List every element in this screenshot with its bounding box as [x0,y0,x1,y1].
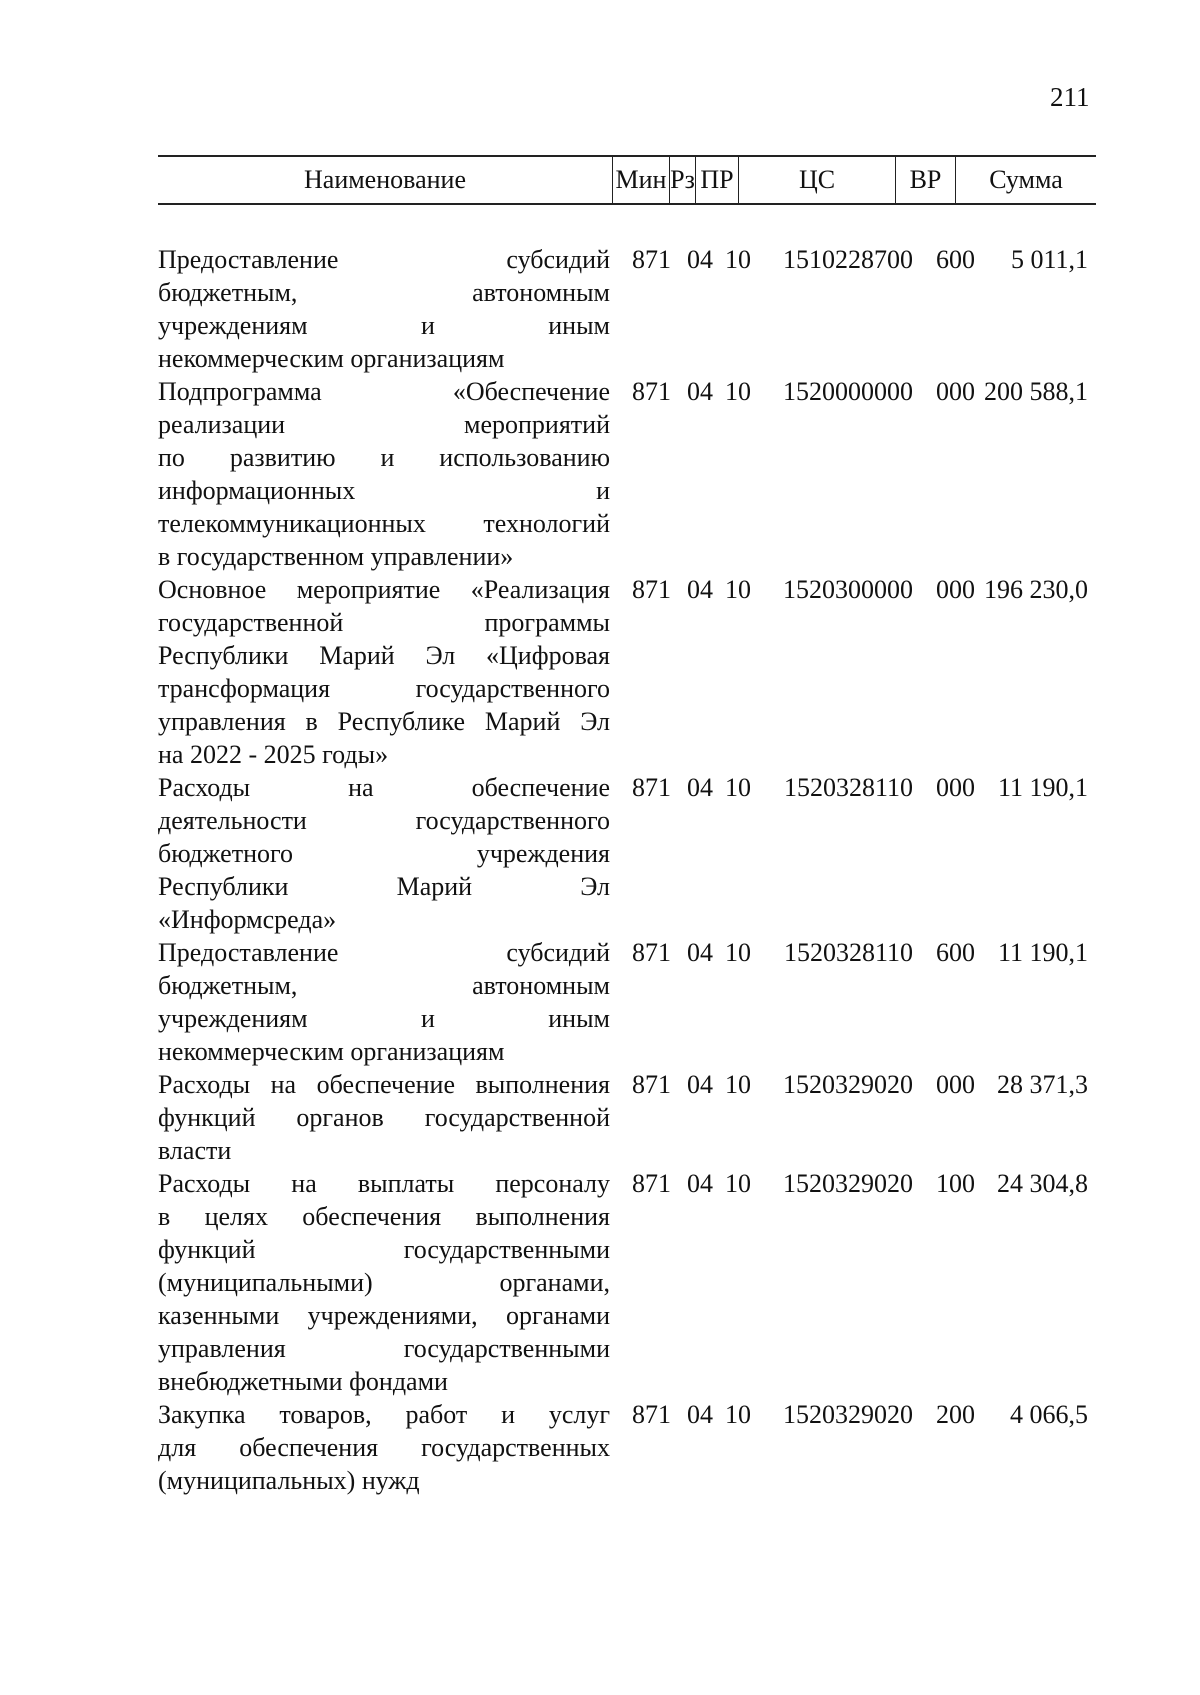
row-rz: 04 [687,773,713,802]
row-name-line: государственной программы [158,608,610,637]
row-vr: 600 [936,245,975,274]
row-rz: 04 [687,377,713,406]
row-min: 871 [632,1169,671,1198]
row-rz: 04 [687,575,713,604]
row-min: 871 [632,773,671,802]
row-sum: 5 011,1 [1010,245,1088,274]
row-cs: 1520329020 [783,1400,913,1429]
row-name-line: телекоммуникационных технологий [158,509,610,538]
row-name-line: в государственном управлении» [158,542,514,571]
row-name [158,1068,610,1167]
table-header [158,155,1096,205]
row-name-line: (муниципальных) нужд [158,1466,420,1495]
row-vr: 600 [936,938,975,967]
table-row [158,1167,1096,1398]
row-vr: 000 [936,1070,975,1099]
row-cs: 1520328110 [783,938,913,967]
row-pr: 10 [725,773,751,802]
row-name-line: функций государственными [158,1235,610,1264]
row-name-line: реализации мероприятий [158,410,610,439]
row-cs: 1520329020 [783,1070,913,1099]
header-cs: ЦС [739,157,896,203]
row-name-line: Расходы на обеспечение [158,773,610,802]
row-name-line: некоммерческим организациям [158,344,505,373]
row-pr: 10 [725,1169,751,1198]
row-sum: 11 190,1 [997,938,1088,967]
row-name [158,1398,610,1497]
row-name-line: трансформация государственного [158,674,610,703]
row-cs: 1520328110 [783,773,913,802]
row-name-line: Расходы на обеспечение выполнения [158,1070,610,1099]
row-name-line: власти [158,1136,232,1165]
row-name-line: на 2022 - 2025 годы» [158,740,389,769]
row-vr: 000 [936,377,975,406]
row-pr: 10 [725,1400,751,1429]
row-vr: 000 [936,575,975,604]
row-name-line: Закупка товаров, работ и услуг [158,1400,610,1429]
row-rz: 04 [687,1070,713,1099]
row-pr: 10 [725,575,751,604]
row-pr: 10 [725,1070,751,1099]
table-row [158,1068,1096,1167]
row-name-line: Республики Марий Эл [158,872,610,901]
row-sum: 196 230,0 [984,575,1088,604]
header-rz: Рз [670,157,696,203]
row-name-line: (муниципальными) органами, [158,1268,610,1297]
row-rz: 04 [687,938,713,967]
row-name-line: Предоставление субсидий [158,245,610,274]
row-name-line: функций органов государственной [158,1103,610,1132]
row-name-line: «Информсреда» [158,905,337,934]
row-min: 871 [632,245,671,274]
row-rz: 04 [687,1169,713,1198]
row-cs: 1520000000 [783,377,913,406]
budget-table [158,155,1096,1497]
row-sum: 11 190,1 [997,773,1088,802]
row-min: 871 [632,575,671,604]
row-sum: 24 304,8 [997,1169,1088,1198]
table-row [158,936,1096,1068]
header-sum: Сумма [989,165,1063,194]
row-name-line: Подпрограмма «Обеспечение [158,377,610,406]
row-name [158,375,610,573]
row-name-line: учреждениям и иным [158,311,610,340]
row-name-line: бюджетным, автономным [158,971,610,1000]
row-name-line: деятельности государственного [158,806,610,835]
header-pr: ПР [696,157,739,203]
row-name [158,1167,610,1398]
row-name-line: Предоставление субсидий [158,938,610,967]
row-name-line: управления государственными [158,1334,610,1363]
row-min: 871 [632,938,671,967]
row-vr: 000 [936,773,975,802]
row-vr: 100 [936,1169,975,1198]
row-sum: 200 588,1 [984,377,1088,406]
row-name [158,771,610,936]
row-name-line: управления в Республике Марий Эл [158,707,610,736]
page-number: 211 [1050,82,1090,112]
row-min: 871 [632,1070,671,1099]
row-name [158,243,610,375]
row-name-line: информационных и [158,476,610,505]
row-name-line: бюджетного учреждения [158,839,610,868]
header-name: Наименование [158,157,613,203]
row-name-line: Расходы на выплаты персоналу [158,1169,610,1198]
row-name-line: Республики Марий Эл «Цифровая [158,641,610,670]
row-name-line: некоммерческим организациям [158,1037,505,1066]
table-row [158,771,1096,936]
row-min: 871 [632,377,671,406]
table-row [158,375,1096,573]
row-name-line: в целях обеспечения выполнения [158,1202,610,1231]
row-pr: 10 [725,245,751,274]
row-cs: 1520300000 [783,575,913,604]
row-rz: 04 [687,245,713,274]
row-min: 871 [632,1400,671,1429]
row-name [158,936,610,1068]
row-cs: 1520329020 [783,1169,913,1198]
row-sum: 28 371,3 [997,1070,1088,1099]
row-vr: 200 [936,1400,975,1429]
row-name-line: для обеспечения государственных [158,1433,610,1462]
row-sum: 4 066,5 [1010,1400,1088,1429]
row-rz: 04 [687,1400,713,1429]
row-name-line: учреждениям и иным [158,1004,610,1033]
row-cs: 1510228700 [783,245,913,274]
row-name-line: внебюджетными фондами [158,1367,448,1396]
row-name-line: по развитию и использованию [158,443,610,472]
row-name-line: бюджетным, автономным [158,278,610,307]
table-row [158,573,1096,771]
header-min: Мин [613,157,670,203]
row-pr: 10 [725,377,751,406]
row-name [158,573,610,771]
table-body [158,243,1096,1497]
row-pr: 10 [725,938,751,967]
table-row [158,243,1096,375]
row-name-line: Основное мероприятие «Реализация [158,575,610,604]
row-name-line: казенными учреждениями, органами [158,1301,610,1330]
table-row [158,1398,1096,1497]
header-vr: ВР [896,157,956,203]
